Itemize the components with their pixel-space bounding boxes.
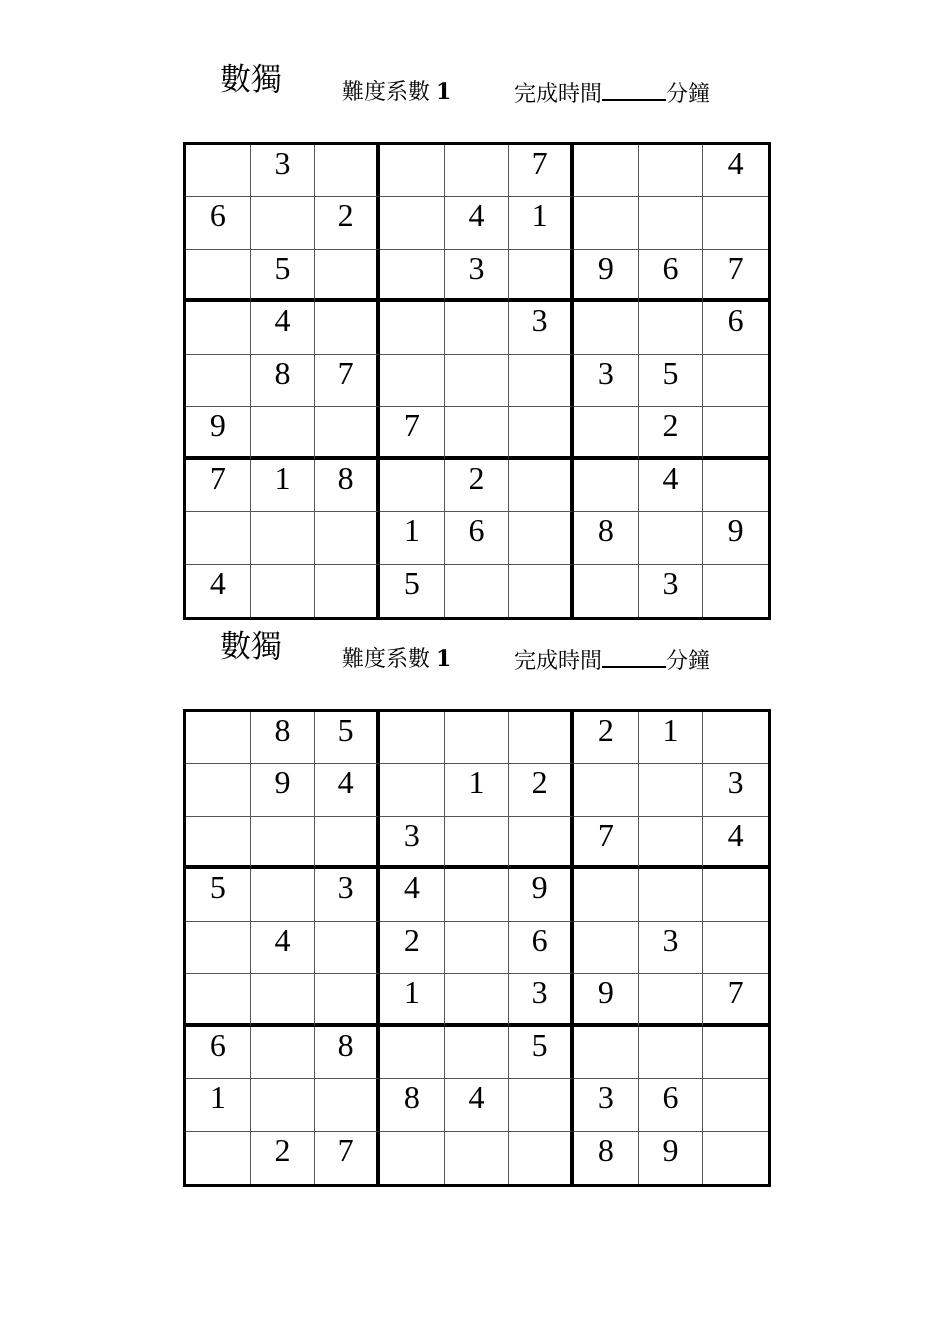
time-blank[interactable]: [602, 79, 666, 101]
sudoku-cell[interactable]: [703, 1079, 768, 1131]
sudoku-cell[interactable]: 9: [574, 250, 639, 302]
sudoku-cell[interactable]: 6: [639, 250, 704, 302]
sudoku-cell[interactable]: 3: [509, 302, 574, 354]
sudoku-cell[interactable]: 3: [639, 565, 704, 617]
sudoku-cell[interactable]: [380, 302, 445, 354]
sudoku-cell[interactable]: [251, 197, 316, 249]
sudoku-cell[interactable]: 4: [639, 460, 704, 512]
sudoku-cell[interactable]: 4: [380, 869, 445, 921]
difficulty-label: [342, 646, 451, 673]
sudoku-cell[interactable]: [509, 250, 574, 302]
sudoku-cell[interactable]: 1: [380, 974, 445, 1026]
sudoku-cell[interactable]: [639, 302, 704, 354]
sudoku-cell[interactable]: 8: [380, 1079, 445, 1131]
sudoku-cell[interactable]: [703, 922, 768, 974]
puzzle-title: 數獨: [220, 629, 282, 665]
sudoku-cell[interactable]: 5: [315, 712, 380, 764]
sudoku-cell[interactable]: 2: [380, 922, 445, 974]
sudoku-cell[interactable]: [703, 407, 768, 459]
sudoku-cell[interactable]: [509, 355, 574, 407]
sudoku-cell[interactable]: 8: [251, 355, 316, 407]
sudoku-cell[interactable]: 5: [639, 355, 704, 407]
time-suffix: 分鐘: [666, 649, 711, 674]
sudoku-cell[interactable]: [509, 407, 574, 459]
sudoku-cell[interactable]: [574, 922, 639, 974]
sudoku-cell[interactable]: [639, 869, 704, 921]
sudoku-cell[interactable]: [315, 565, 380, 617]
sudoku-cell[interactable]: [251, 1079, 316, 1131]
time-blank[interactable]: [602, 646, 666, 668]
sudoku-cell[interactable]: [380, 764, 445, 816]
sudoku-cell[interactable]: [186, 817, 251, 869]
sudoku-cell[interactable]: 8: [251, 712, 316, 764]
sudoku-cell[interactable]: 5: [251, 250, 316, 302]
sudoku-cell[interactable]: 6: [509, 922, 574, 974]
sudoku-cell[interactable]: [445, 302, 510, 354]
sudoku-cell[interactable]: [186, 1132, 251, 1184]
sudoku-cell[interactable]: [315, 974, 380, 1026]
sudoku-cell[interactable]: 9: [574, 974, 639, 1026]
sudoku-cell[interactable]: 7: [574, 817, 639, 869]
sudoku-cell[interactable]: 1: [639, 712, 704, 764]
sudoku-cell[interactable]: [380, 145, 445, 197]
sudoku-cell[interactable]: [445, 817, 510, 869]
sudoku-cell[interactable]: [639, 512, 704, 564]
sudoku-cell[interactable]: 3: [574, 1079, 639, 1131]
sudoku-cell[interactable]: [509, 1079, 574, 1131]
sudoku-cell[interactable]: [703, 1027, 768, 1079]
sudoku-cell[interactable]: [315, 250, 380, 302]
sudoku-cell[interactable]: [251, 565, 316, 617]
difficulty-label: [342, 79, 451, 106]
sudoku-cell[interactable]: 9: [251, 764, 316, 816]
time-prefix: 完成時間: [514, 82, 603, 107]
sudoku-cell[interactable]: [703, 460, 768, 512]
sudoku-cell[interactable]: [574, 197, 639, 249]
sudoku-cell[interactable]: [703, 869, 768, 921]
sudoku-cell[interactable]: 7: [315, 355, 380, 407]
completion-time-label: [514, 646, 710, 675]
sudoku-cell[interactable]: [445, 869, 510, 921]
sudoku-cell[interactable]: [574, 145, 639, 197]
sudoku-cell[interactable]: 7: [186, 460, 251, 512]
sudoku-cell[interactable]: [445, 407, 510, 459]
sudoku-cell[interactable]: 3: [445, 250, 510, 302]
sudoku-cell[interactable]: [509, 1132, 574, 1184]
sudoku-cell[interactable]: [574, 1027, 639, 1079]
sudoku-cell[interactable]: [574, 460, 639, 512]
sudoku-cell[interactable]: [251, 869, 316, 921]
sudoku-cell[interactable]: 4: [186, 565, 251, 617]
puzzle-header: [0, 62, 950, 122]
sudoku-cell[interactable]: [574, 764, 639, 816]
sudoku-cell[interactable]: 2: [445, 460, 510, 512]
sudoku-cell[interactable]: [186, 712, 251, 764]
sudoku-cell[interactable]: [639, 1027, 704, 1079]
sudoku-cell[interactable]: 3: [380, 817, 445, 869]
sudoku-cell[interactable]: 4: [703, 145, 768, 197]
sudoku-cell[interactable]: [703, 1132, 768, 1184]
sudoku-cell[interactable]: 6: [186, 1027, 251, 1079]
sudoku-cell[interactable]: [509, 512, 574, 564]
sudoku-cell[interactable]: [509, 565, 574, 617]
sudoku-cell[interactable]: [445, 565, 510, 617]
sudoku-cell[interactable]: 4: [315, 764, 380, 816]
sudoku-cell[interactable]: 8: [315, 460, 380, 512]
sudoku-cell[interactable]: [251, 407, 316, 459]
sudoku-cell[interactable]: 2: [509, 764, 574, 816]
sudoku-cell[interactable]: [639, 817, 704, 869]
sudoku-cell[interactable]: [639, 764, 704, 816]
sudoku-cell[interactable]: 3: [509, 974, 574, 1026]
sudoku-cell[interactable]: [639, 145, 704, 197]
sudoku-cell[interactable]: [251, 512, 316, 564]
sudoku-cell[interactable]: 3: [574, 355, 639, 407]
sudoku-cell[interactable]: 8: [315, 1027, 380, 1079]
sudoku-cell[interactable]: 6: [703, 302, 768, 354]
difficulty-value: 1: [436, 79, 452, 105]
sudoku-cell[interactable]: [315, 407, 380, 459]
sudoku-cell[interactable]: [509, 817, 574, 869]
sudoku-cell[interactable]: [509, 712, 574, 764]
sudoku-cell[interactable]: 4: [251, 922, 316, 974]
sudoku-cell[interactable]: [380, 250, 445, 302]
sudoku-cell[interactable]: 2: [639, 407, 704, 459]
sudoku-cell[interactable]: 7: [703, 250, 768, 302]
sudoku-cell[interactable]: 3: [251, 145, 316, 197]
sudoku-cell[interactable]: [315, 817, 380, 869]
sudoku-cell[interactable]: [445, 712, 510, 764]
sudoku-cell[interactable]: 5: [380, 565, 445, 617]
sudoku-cell[interactable]: [186, 764, 251, 816]
sudoku-cell[interactable]: [186, 250, 251, 302]
sudoku-cell[interactable]: [639, 974, 704, 1026]
sudoku-board: [183, 142, 771, 620]
sudoku-cell[interactable]: [445, 1132, 510, 1184]
sudoku-cell[interactable]: [251, 817, 316, 869]
sudoku-cell[interactable]: [380, 712, 445, 764]
sudoku-cell[interactable]: [445, 1027, 510, 1079]
sudoku-cell[interactable]: 2: [251, 1132, 316, 1184]
sudoku-cell[interactable]: 1: [380, 512, 445, 564]
sudoku-cell[interactable]: 9: [186, 407, 251, 459]
sudoku-cell[interactable]: [703, 565, 768, 617]
sudoku-cell[interactable]: 4: [445, 197, 510, 249]
sudoku-cell[interactable]: [639, 197, 704, 249]
sudoku-cell[interactable]: [445, 922, 510, 974]
sudoku-cell[interactable]: 6: [639, 1079, 704, 1131]
sudoku-cell[interactable]: [380, 1132, 445, 1184]
time-suffix: 分鐘: [666, 82, 711, 107]
sudoku-cell[interactable]: [445, 974, 510, 1026]
completion-time-label: [514, 79, 710, 108]
sudoku-cell[interactable]: 6: [186, 197, 251, 249]
sudoku-cell[interactable]: 8: [574, 512, 639, 564]
sudoku-cell[interactable]: [186, 512, 251, 564]
sudoku-cell[interactable]: [315, 302, 380, 354]
sudoku-cell[interactable]: 1: [186, 1079, 251, 1131]
sudoku-cell[interactable]: 8: [574, 1132, 639, 1184]
sudoku-cell[interactable]: 2: [574, 712, 639, 764]
sudoku-cell[interactable]: 3: [703, 764, 768, 816]
sudoku-cell[interactable]: 7: [509, 145, 574, 197]
sudoku-cell[interactable]: [380, 197, 445, 249]
sudoku-cell[interactable]: [186, 145, 251, 197]
sudoku-cell[interactable]: 2: [315, 197, 380, 249]
puzzle-title: 數獨: [220, 62, 282, 98]
sudoku-cell[interactable]: 3: [315, 869, 380, 921]
sudoku-cell[interactable]: 4: [703, 817, 768, 869]
sudoku-cell[interactable]: 7: [315, 1132, 380, 1184]
sudoku-cell[interactable]: [380, 460, 445, 512]
sudoku-cell[interactable]: 1: [251, 460, 316, 512]
sudoku-cell[interactable]: 6: [445, 512, 510, 564]
sudoku-cell[interactable]: [380, 355, 445, 407]
sudoku-cell[interactable]: 9: [639, 1132, 704, 1184]
sudoku-cell[interactable]: 7: [380, 407, 445, 459]
sudoku-cell[interactable]: [574, 407, 639, 459]
difficulty-value: 1: [436, 646, 452, 672]
sudoku-cell[interactable]: 4: [251, 302, 316, 354]
sudoku-cell[interactable]: 1: [445, 764, 510, 816]
sudoku-cell[interactable]: 1: [509, 197, 574, 249]
sudoku-cell[interactable]: 9: [509, 869, 574, 921]
sudoku-cell[interactable]: [703, 712, 768, 764]
sudoku-cell[interactable]: [251, 974, 316, 1026]
sudoku-cell[interactable]: [315, 512, 380, 564]
sudoku-cell[interactable]: 7: [703, 974, 768, 1026]
sudoku-cell[interactable]: [315, 1079, 380, 1131]
sudoku-cell[interactable]: [186, 302, 251, 354]
sudoku-cell[interactable]: [315, 922, 380, 974]
sudoku-cell[interactable]: [509, 460, 574, 512]
sudoku-cell[interactable]: [315, 145, 380, 197]
sudoku-board: [183, 709, 771, 1187]
puzzle-header: [0, 629, 950, 689]
sudoku-cell[interactable]: 3: [639, 922, 704, 974]
sudoku-cell[interactable]: [251, 1027, 316, 1079]
sudoku-cell[interactable]: 5: [186, 869, 251, 921]
sudoku-cell[interactable]: [380, 1027, 445, 1079]
sudoku-cell[interactable]: [186, 974, 251, 1026]
sudoku-cell[interactable]: [445, 355, 510, 407]
difficulty-text: 難度系數: [342, 80, 431, 105]
sudoku-cell[interactable]: [186, 355, 251, 407]
sudoku-cell[interactable]: [445, 145, 510, 197]
sudoku-cell[interactable]: 5: [509, 1027, 574, 1079]
sudoku-cell[interactable]: [574, 565, 639, 617]
sudoku-cell[interactable]: [703, 197, 768, 249]
sudoku-cell[interactable]: 9: [703, 512, 768, 564]
sudoku-cell[interactable]: [574, 869, 639, 921]
sudoku-cell[interactable]: 4: [445, 1079, 510, 1131]
difficulty-text: 難度系數: [342, 647, 431, 672]
sudoku-cell[interactable]: [186, 922, 251, 974]
time-prefix: 完成時間: [514, 649, 603, 674]
sudoku-cell[interactable]: [703, 355, 768, 407]
sudoku-cell[interactable]: [574, 302, 639, 354]
